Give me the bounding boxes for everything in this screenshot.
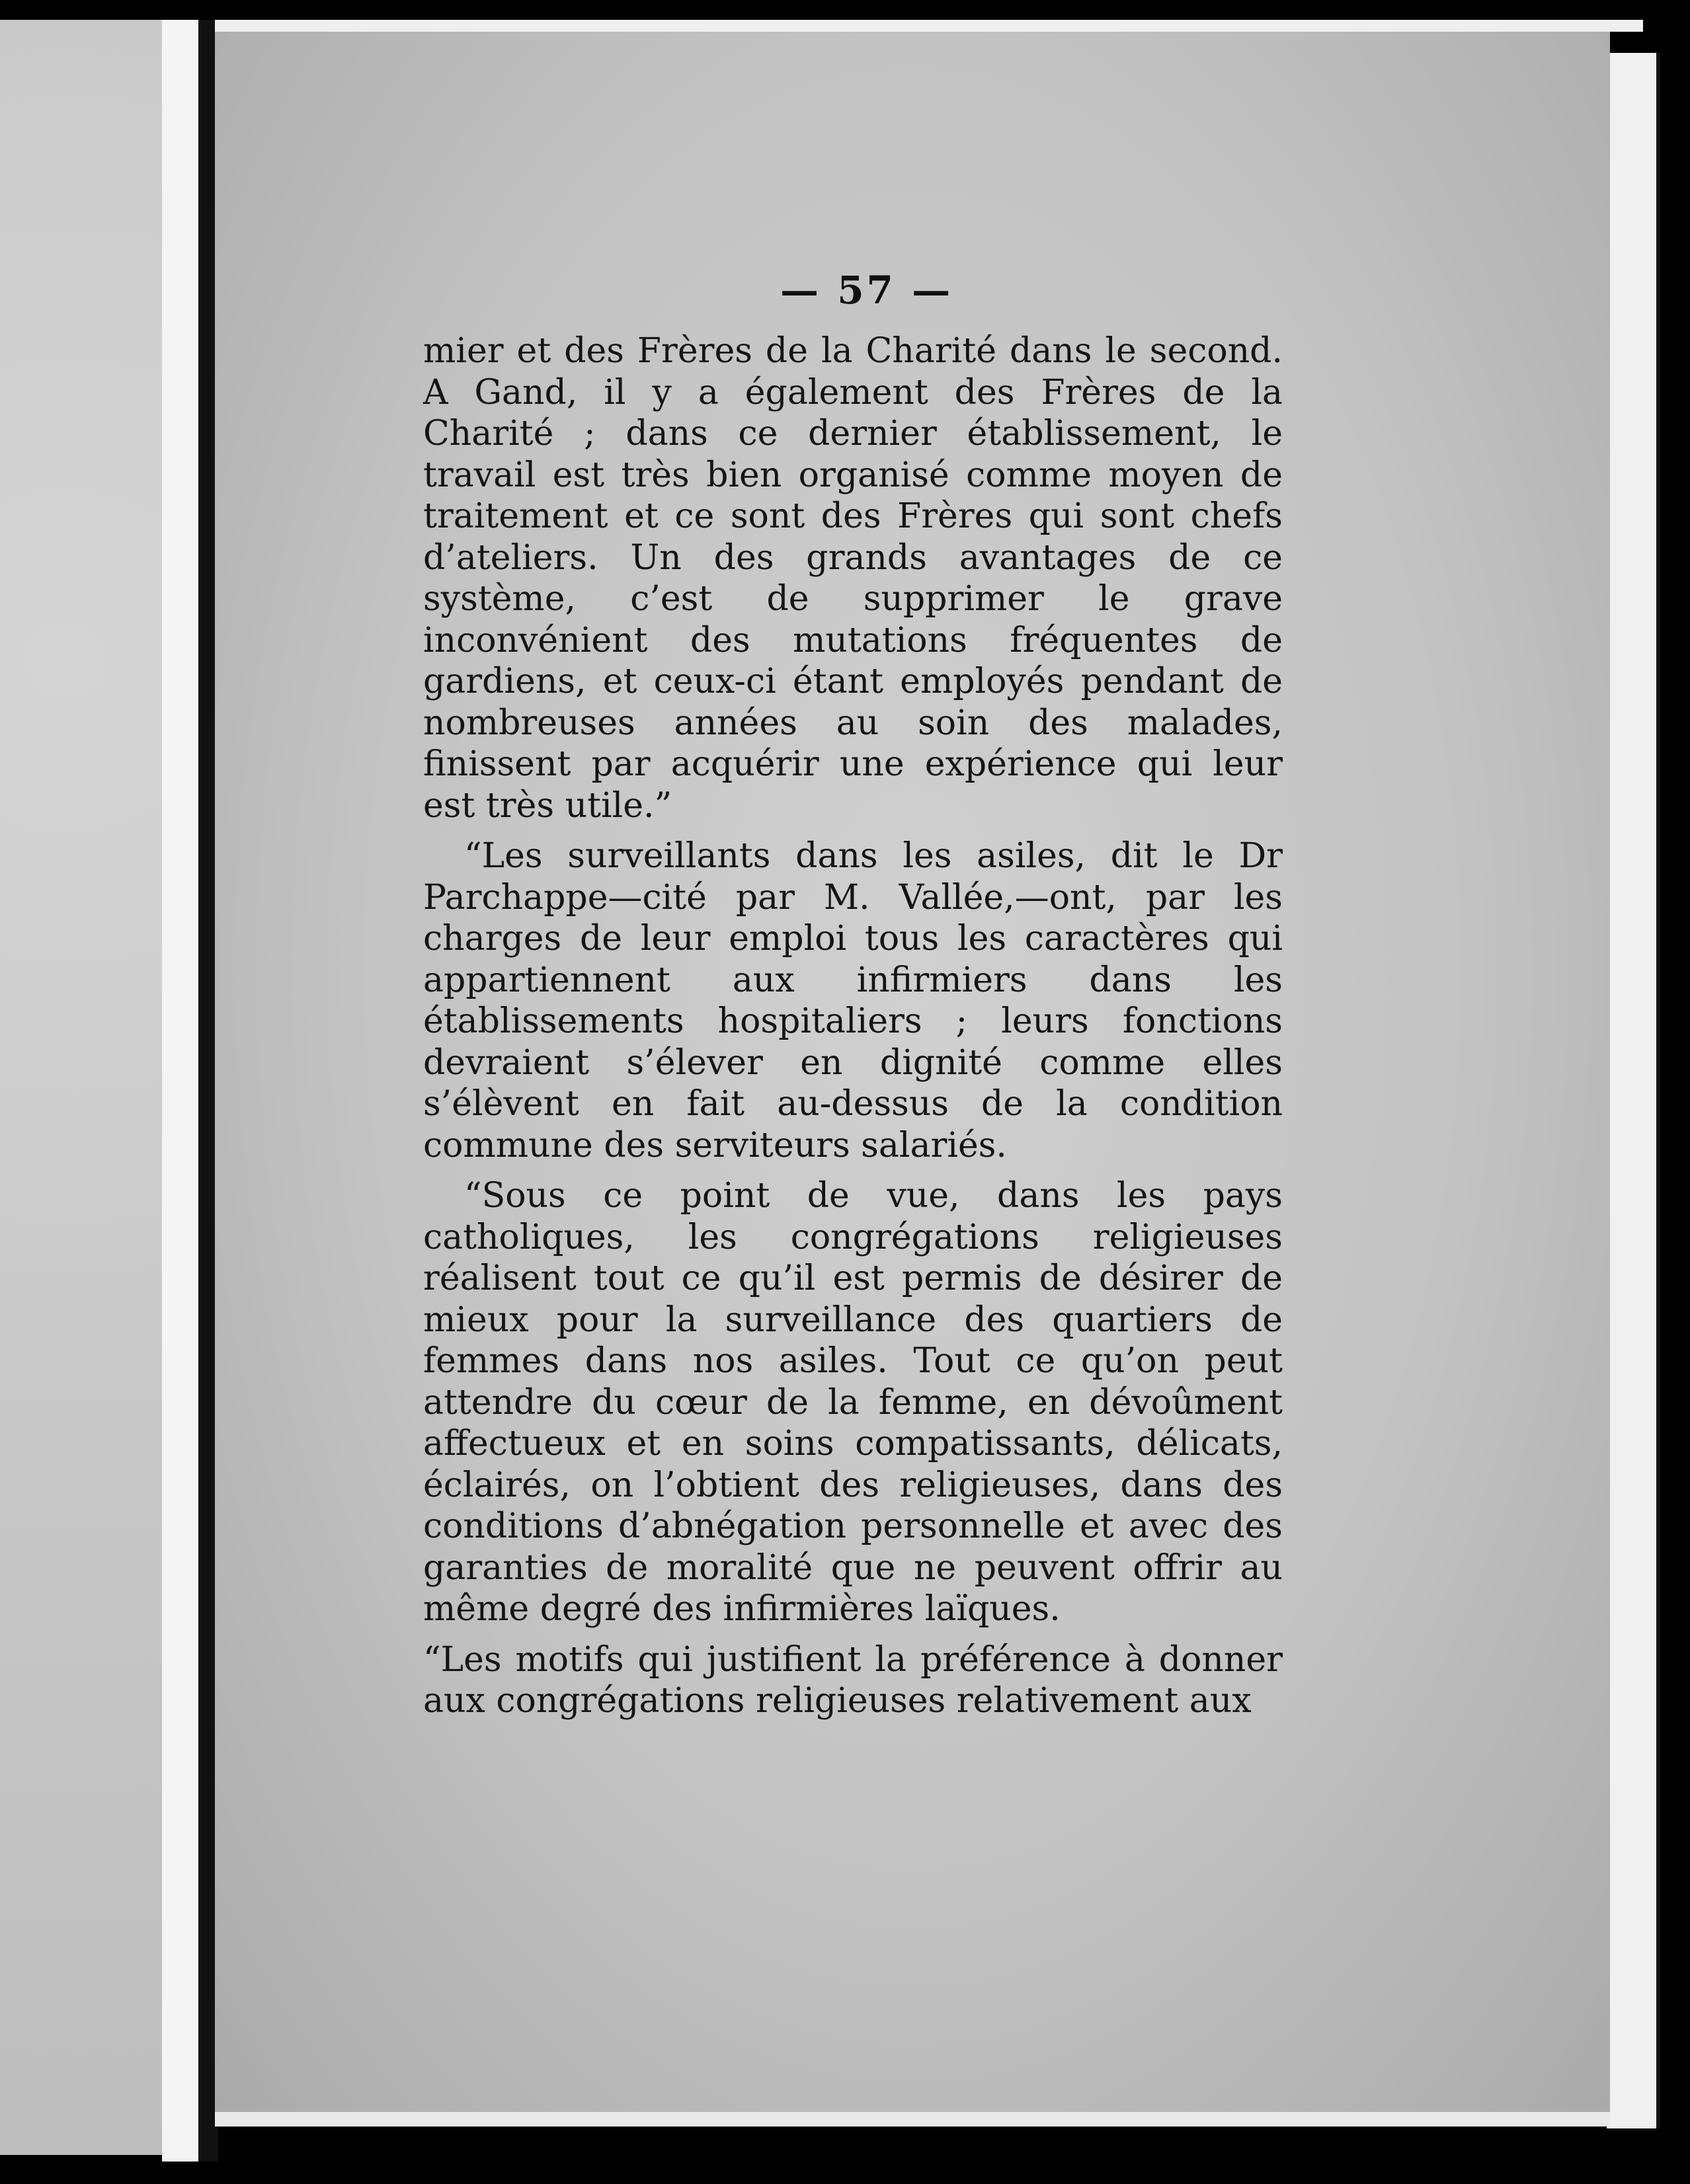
page-right-edge-line (1656, 53, 1660, 2128)
page-top-edge (215, 20, 1643, 32)
page-right-edge (1607, 53, 1660, 2128)
paragraph: mier et des Frères de la Charité dans le second. A Gand, il y a également des Frères de la Charité ; dans ce dernier établissement, le travail est très bien organisé comme moyen de traitement et ce sont des Frères qui sont chefs d’ateliers. Un des grands avantages de ce système, c’est de supprimer le grave inconvénient des mutations fréquentes de gardiens, et ceux-ci étant employés pendant de nombreuses années au soin des malades, finissent par acquérir une expérience qui leur est très utile.” (423, 331, 1283, 826)
facing-page (0, 20, 165, 2155)
page-bottom-edge (215, 2112, 1610, 2126)
paragraph: “Sous ce point de vue, dans les pays catholiques, les congrégations religieuses réalisent tout ce qu’il est permis de désirer de mieux pour la surveillance des quartiers de femmes dans nos asiles. Tout ce qu’on peut attendre du cœur de la femme, en dévoûment affectueux et en soins compatissants, délicats, éclairés, on l’obtient des religieuses, dans des conditions d’abnégation personnelle et avec des garanties de moralité que ne peuvent offrir au même degré des infirmières laïques. (423, 1176, 1283, 1629)
page-number: — 57 — (780, 268, 953, 313)
paragraph: “Les surveillants dans les asiles, dit le Dr Parchappe—cité par M. Vallée,—ont, par les charges de leur emploi tous les caractères qui appartiennent aux infirmiers dans les établissements hospitaliers ; leurs fonctions devraient s’élever en dignité comme elles s’élèvent en fait au-dessus de la condition commune des serviteurs salariés. (423, 836, 1283, 1165)
body-text (423, 331, 1283, 1731)
paragraph: “Les motifs qui justifient la préférence à donner aux congrégations religieuses relativement aux (423, 1639, 1283, 1721)
facing-page-edge (162, 20, 202, 2162)
